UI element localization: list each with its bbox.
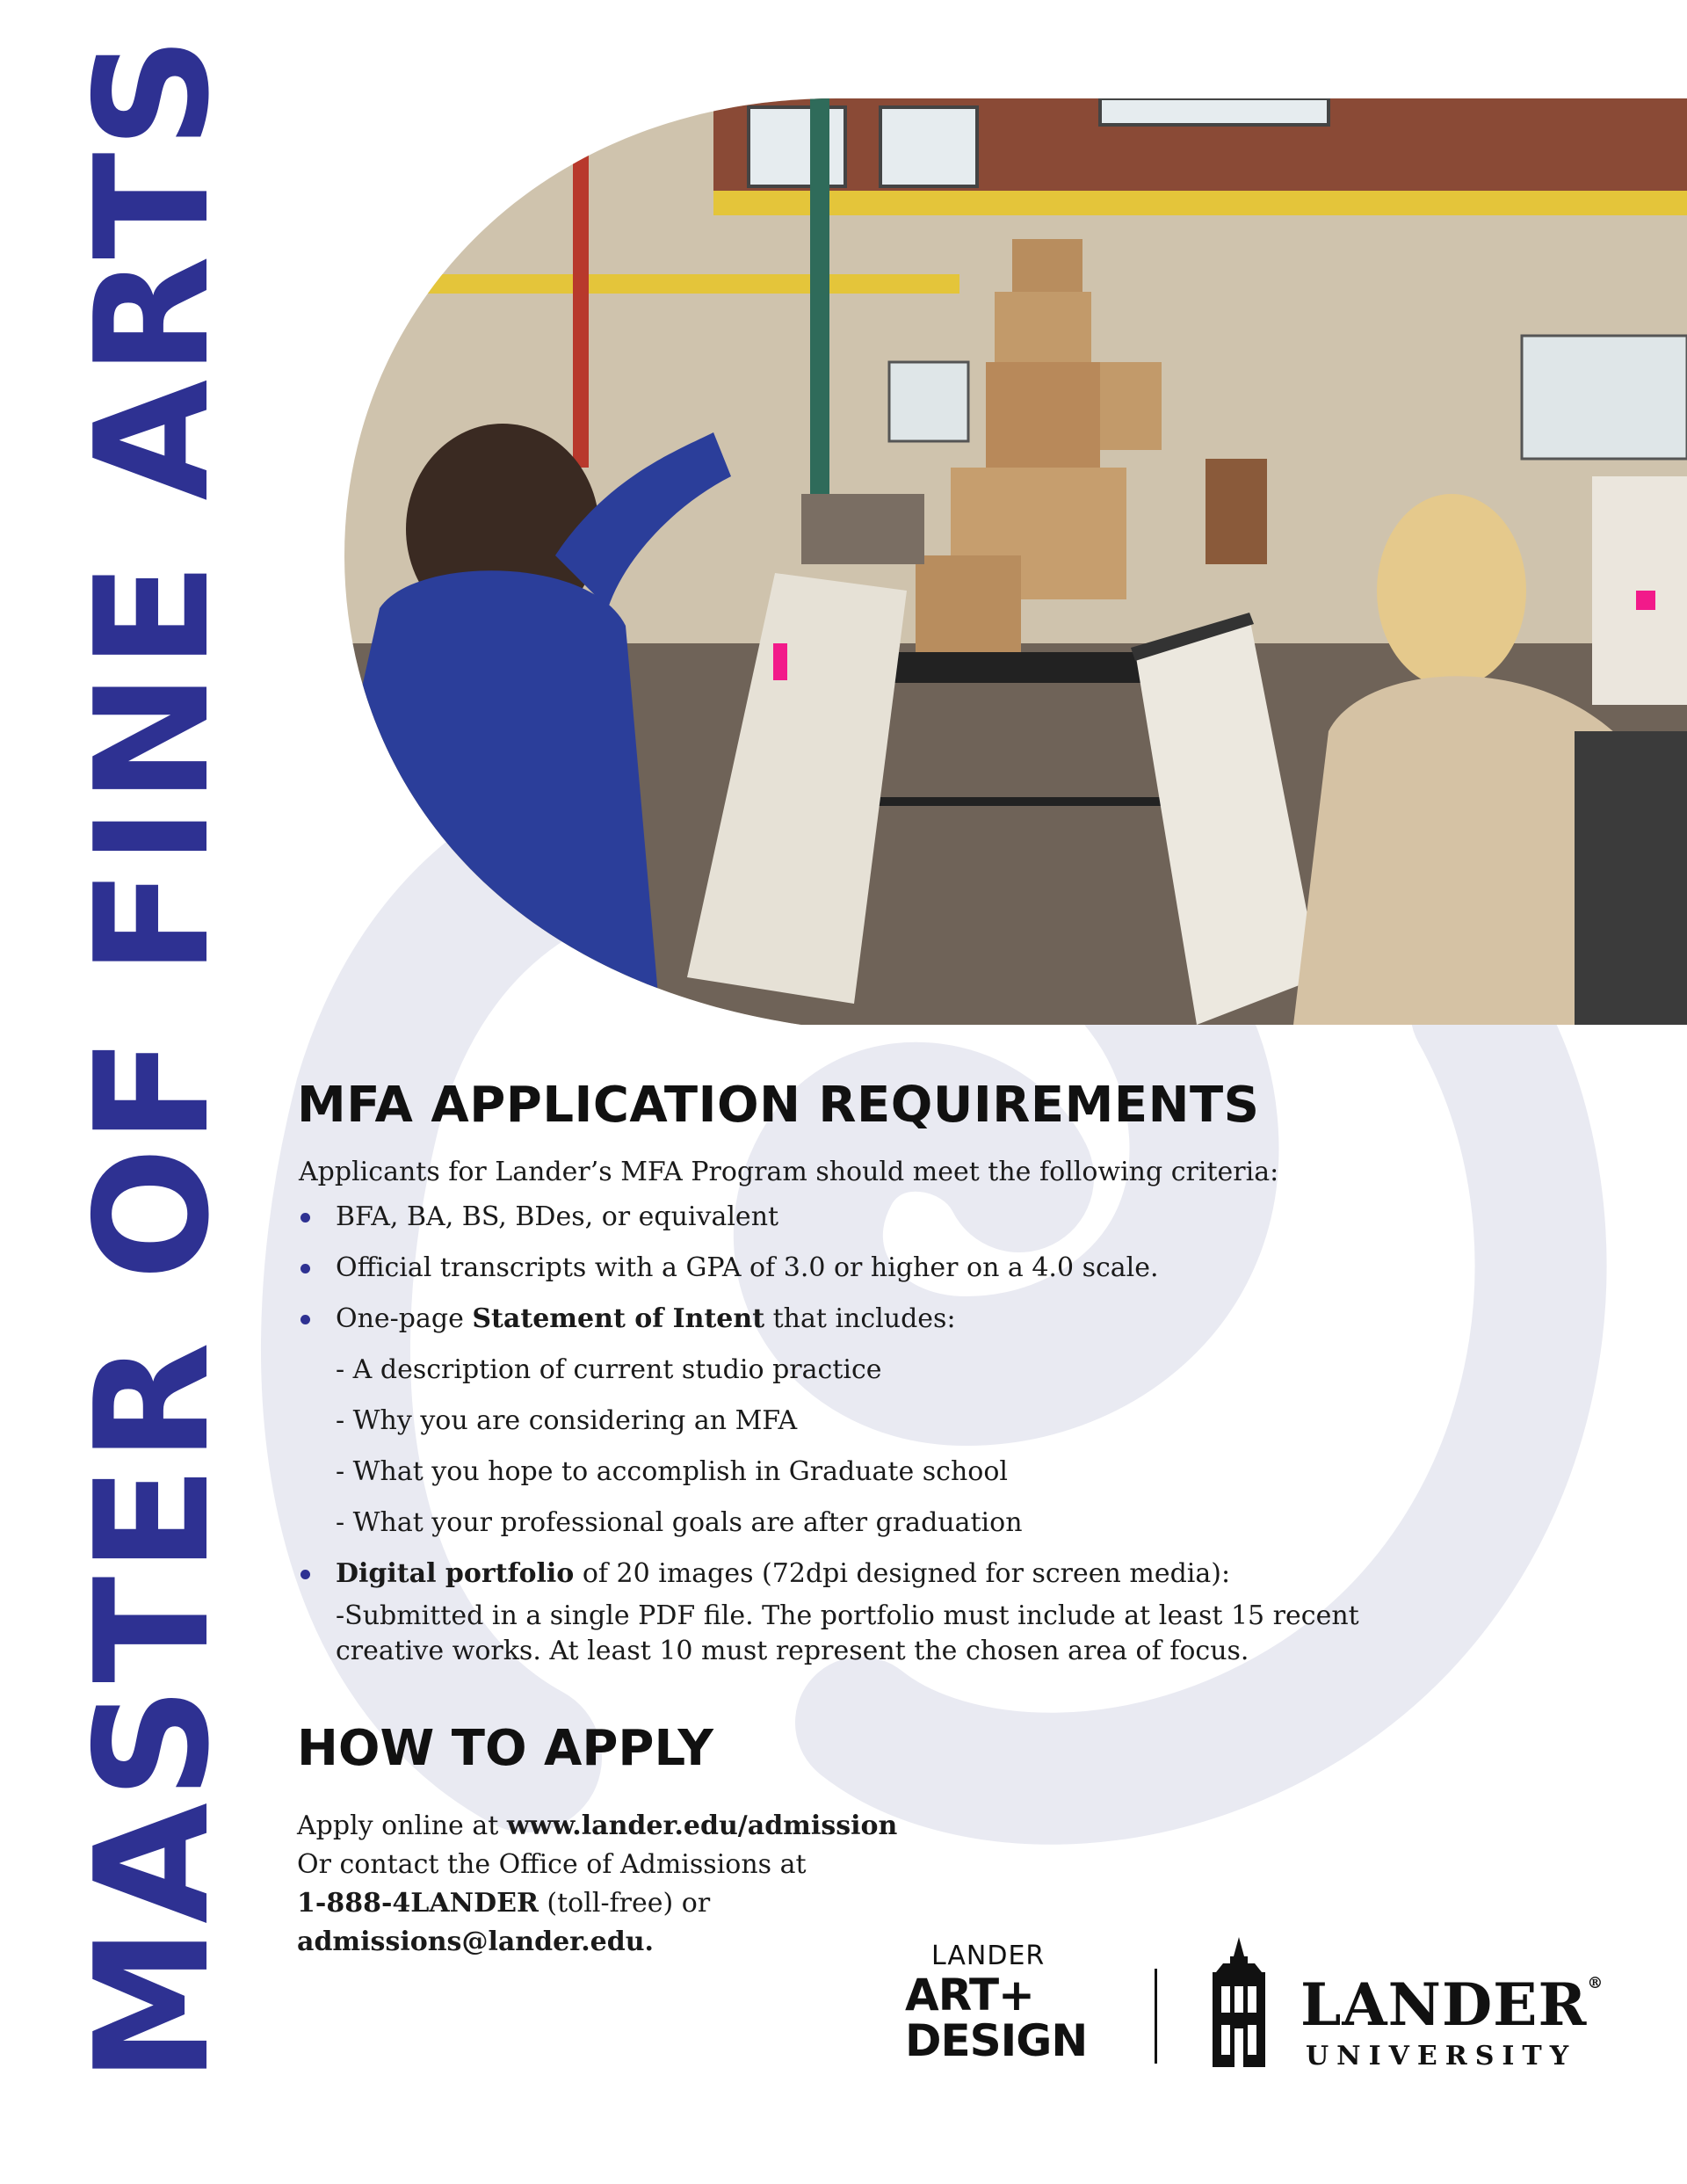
- list-item: Official transcripts with a GPA of 3.0 or higher on a 4.0 scale.: [297, 1251, 1369, 1286]
- bell-tower-icon: [1204, 1937, 1274, 2069]
- sub-list-item: - What you hope to accomplish in Graduate school: [336, 1456, 1008, 1487]
- digital-portfolio-label: Digital portfolio: [336, 1558, 575, 1589]
- logo-divider: [1155, 1969, 1157, 2064]
- studio-photo: [344, 98, 1687, 1025]
- lander-university-logo: LANDER® UNIVERSITY: [1204, 1934, 1590, 2074]
- bullet-dot-icon: [300, 1213, 310, 1223]
- sub-list-item: - What your professional goals are after graduation: [336, 1507, 1023, 1538]
- vertical-program-title: MASTER OF FINE ARTS: [62, 33, 243, 2083]
- phone-number[interactable]: 1-888-4LANDER: [297, 1888, 539, 1919]
- bullet-dot-icon: [300, 1570, 310, 1579]
- sub-list-item: - Why you are considering an MFA: [336, 1405, 798, 1436]
- email-link[interactable]: admissions@lander.edu.: [297, 1926, 654, 1957]
- apply-online-line: Apply online at www.lander.edu/admission: [297, 1810, 898, 1841]
- list-item: One-page Statement of Intent that includes:: [297, 1302, 1369, 1337]
- requirements-list: [297, 1200, 1369, 1669]
- how-to-apply-heading: HOW TO APPLY: [297, 1720, 713, 1777]
- requirements-intro: Applicants for Lander’s MFA Program should meet the following criteria:: [299, 1157, 1279, 1187]
- list-item: Digital portfolio of 20 images (72dpi designed for screen media): -Submitted in a single PDF file. The portfolio must include at least 15 recent creative works. At least 10 must represent the chosen area of focus.: [297, 1556, 1369, 1669]
- contact-office-line: Or contact the Office of Admissions at: [297, 1849, 807, 1880]
- sub-list-item: - A description of current studio practice: [336, 1354, 882, 1385]
- bullet-dot-icon: [300, 1264, 310, 1273]
- portfolio-note: -Submitted in a single PDF file. The portfolio must include at least 15 recent creative works. At least 10 must represent the chosen area of focus.: [336, 1600, 1359, 1666]
- lander-art-design-logo: LANDER ART+ DESIGN: [905, 1941, 1088, 2066]
- statement-of-intent-label: Statement of Intent: [472, 1303, 765, 1334]
- main-content: [297, 1077, 1369, 1962]
- bullet-dot-icon: [300, 1315, 310, 1324]
- admission-url-link[interactable]: www.lander.edu/admission: [506, 1810, 898, 1841]
- requirements-heading: MFA APPLICATION REQUIREMENTS: [297, 1077, 1260, 1134]
- footer-logos: [905, 1934, 1604, 2074]
- list-item: BFA, BA, BS, BDes, or equivalent: [297, 1200, 1369, 1235]
- phone-line: 1-888-4LANDER (toll-free) or: [297, 1888, 711, 1919]
